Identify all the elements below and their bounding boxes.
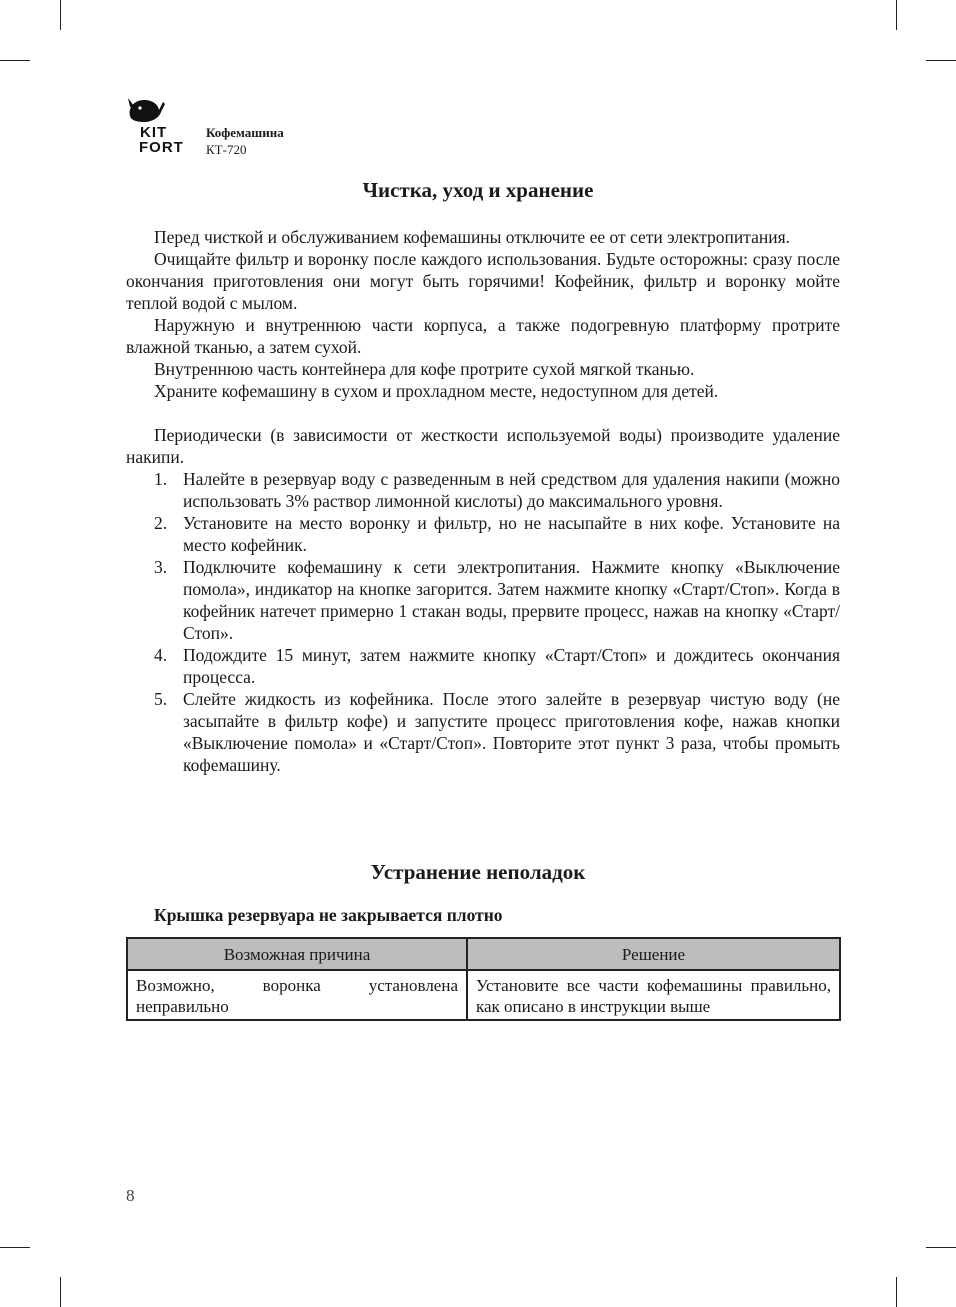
problem-title: Крышка резервуара не закрывается плотно xyxy=(154,905,503,925)
paragraph: Наружную и внутреннюю части корпуса, а также подогревную платформу протрите влажной тканью, а затем сухой. xyxy=(126,315,840,357)
logo-text-kit: KIT xyxy=(140,124,168,141)
paragraph: Перед чисткой и обслуживанием кофемашины отключите ее от сети электропитания. xyxy=(154,227,790,247)
crop-mark xyxy=(60,0,61,30)
descaling-intro: Периодически (в зависимости от жесткости используемой воды) производите удаление накипи. xyxy=(126,425,840,467)
table-cell: Установите все части кофемашины правильно, как описано в инструкции выше xyxy=(467,970,840,1020)
column-header-solution: Решение xyxy=(467,938,840,970)
crop-mark xyxy=(896,0,897,30)
page-number: 8 xyxy=(126,1186,135,1205)
paragraph: Очищайте фильтр и воронку после каждого использования. Будьте осторожны: сразу после окончания приготовления они могут быть горячими! Кофейник, фильтр и воронку мойте теплой водой с мылом. xyxy=(126,249,840,313)
section-title-troubleshooting: Устранение неполадок xyxy=(370,860,586,884)
paragraph: Храните кофемашину в сухом и прохладном месте, недоступном для детей. xyxy=(154,381,719,401)
troubleshooting-table xyxy=(126,937,841,1021)
product-name: Кофемашина xyxy=(206,125,284,140)
crop-mark xyxy=(896,1277,897,1307)
crop-mark xyxy=(60,1277,61,1307)
list-item: 3. Подключите кофемашину к сети электропитания. Нажмите кнопку «Выключение помола», индикатор на кнопке загорится. Затем нажмите кнопку «Старт/Стоп». Когда в кофейник натечет примерно 1 стакан воды, прервите процесс, нажав на кнопку «Старт/Стоп». xyxy=(154,557,840,643)
crop-mark xyxy=(0,60,30,61)
crop-mark xyxy=(926,1247,956,1248)
list-item: 1. Налейте в резервуар воду с разведенным в ней средством для удаления накипи (можно использовать 3% раствор лимонной кислоты) до максимального уровня. xyxy=(154,469,840,511)
list-item: 5. Слейте жидкость из кофейника. После этого залейте в резервуар чистую воду (не засыпайте в фильтр кофе) и запустите процесс приготовления кофе, нажав кнопки «Выключение помола» и «Старт/Стоп». Повторите этот пункт 3 раза, чтобы промыть кофемашину. xyxy=(154,689,840,775)
product-model: КТ-720 xyxy=(206,142,247,157)
product-header xyxy=(206,124,284,158)
kitfort-logo xyxy=(126,96,190,158)
table-header-row xyxy=(127,938,840,970)
table-row xyxy=(127,970,840,1020)
crop-mark xyxy=(0,1247,30,1248)
descaling-steps xyxy=(126,468,840,776)
section-title-cleaning: Чистка, уход и хранение xyxy=(362,178,594,202)
cleaning-text xyxy=(126,226,840,776)
crop-mark xyxy=(926,60,956,61)
logo-text-fort: FORT xyxy=(139,139,184,156)
list-item: 4. Подождите 15 минут, затем нажмите кнопку «Старт/Стоп» и дождитесь окончания процесса. xyxy=(154,645,840,687)
whale-icon xyxy=(126,96,166,124)
column-header-cause: Возможная причина xyxy=(127,938,467,970)
table-cell: Возможно, воронка установлена неправильно xyxy=(127,970,467,1020)
paragraph: Внутреннюю часть контейнера для кофе протрите сухой мягкой тканью. xyxy=(154,359,695,379)
list-item: 2. Установите на место воронку и фильтр, но не насыпайте в них кофе. Установите на место кофейник. xyxy=(154,513,840,555)
